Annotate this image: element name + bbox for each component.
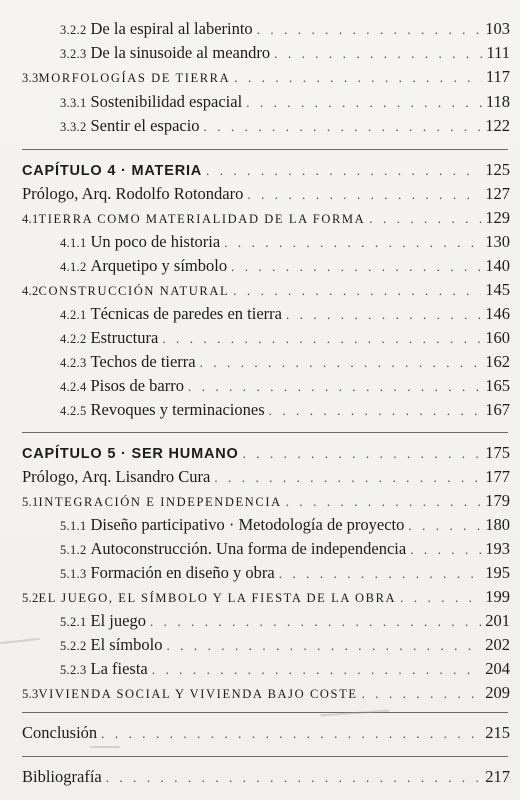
entry-number: 5.2 xyxy=(22,591,39,605)
leader-dots xyxy=(101,722,481,746)
leader-dots xyxy=(204,115,482,139)
entry-number: 5.1.1 xyxy=(60,519,87,533)
entry-number: 4.2.2 xyxy=(60,332,87,346)
entry-title: VIVIENDA SOCIAL Y VIVIENDA BAJO COSTE xyxy=(38,687,358,701)
paper-smudge xyxy=(0,638,40,644)
entry-page: 177 xyxy=(485,467,510,486)
entry-page: 165 xyxy=(485,376,510,395)
entry-number: 3.2.3 xyxy=(60,47,87,61)
toc-entry xyxy=(60,398,510,422)
entry-page: 179 xyxy=(485,491,510,510)
toc-section-entry xyxy=(22,681,510,705)
leader-dots xyxy=(206,159,481,183)
entry-title: Prólogo, Arq. Lisandro Cura xyxy=(22,467,211,486)
entry-page: 180 xyxy=(485,515,510,534)
entry-page: 103 xyxy=(485,19,510,38)
toc-entry xyxy=(60,230,510,254)
entry-title: De la sinusoide al meandro xyxy=(90,43,271,62)
entry-title: Revoques y terminaciones xyxy=(90,400,265,419)
entry-title: Conclusión xyxy=(22,723,98,742)
leader-dots xyxy=(233,279,481,303)
entry-number: 4.2 xyxy=(22,284,39,298)
chapter-heading xyxy=(22,441,510,465)
toc-entry xyxy=(60,302,510,326)
entry-page: 162 xyxy=(485,352,510,371)
entry-number: 5.3 xyxy=(22,687,39,701)
entry-title: El juego xyxy=(90,611,146,630)
leader-dots xyxy=(257,18,482,42)
entry-number: 5.1.2 xyxy=(60,543,87,557)
entry-page: 202 xyxy=(485,635,510,654)
toc-entry xyxy=(60,513,510,537)
section-divider xyxy=(22,712,508,713)
entry-title: Arquetipo y símbolo xyxy=(90,256,228,275)
entry-number: 4.1.1 xyxy=(60,236,87,250)
entry-page: 129 xyxy=(485,208,510,227)
entry-number: 3.3.1 xyxy=(60,96,87,110)
leader-dots xyxy=(150,610,481,634)
leader-dots xyxy=(286,490,482,514)
entry-title: Techos de tierra xyxy=(90,352,196,371)
entry-title: Estructura xyxy=(90,328,159,347)
entry-title: Sostenibilidad espacial xyxy=(90,92,243,111)
leader-dots xyxy=(224,231,481,255)
entry-title: Pisos de barro xyxy=(90,376,184,395)
toc-entry xyxy=(22,465,510,489)
entry-page: 167 xyxy=(485,400,510,419)
toc-entry xyxy=(60,609,510,633)
toc-entry xyxy=(60,41,510,65)
leader-dots xyxy=(231,255,481,279)
toc-entry xyxy=(22,182,510,206)
entry-title: MORFOLOGÍAS DE TIERRA xyxy=(38,71,231,85)
entry-number: 4.1.2 xyxy=(60,260,87,274)
toc-entry xyxy=(60,657,510,681)
leader-dots xyxy=(200,351,482,375)
entry-page: 195 xyxy=(485,563,510,582)
leader-dots xyxy=(166,634,481,658)
entry-title: Bibliografía xyxy=(22,767,102,786)
leader-dots xyxy=(234,66,482,90)
entry-title: La fiesta xyxy=(90,659,148,678)
entry-page: 125 xyxy=(485,160,510,179)
entry-number: 4.2.4 xyxy=(60,380,87,394)
entry-page: 118 xyxy=(485,92,510,111)
toc-entry xyxy=(60,374,510,398)
toc-section-entry xyxy=(22,489,510,513)
toc-entry xyxy=(60,633,510,657)
entry-title: Sentir el espacio xyxy=(90,116,200,135)
leader-dots xyxy=(274,42,482,66)
entry-number: 3.3.2 xyxy=(60,120,87,134)
entry-number: 4.2.3 xyxy=(60,356,87,370)
entry-page: 160 xyxy=(485,328,510,347)
leader-dots xyxy=(369,207,481,231)
leader-dots xyxy=(106,766,482,790)
leader-dots xyxy=(362,682,482,706)
entry-title: Prólogo, Arq. Rodolfo Rotondaro xyxy=(22,184,244,203)
entry-page: 215 xyxy=(485,723,510,742)
entry-title: Técnicas de paredes en tierra xyxy=(90,304,282,323)
entry-number: 4.1 xyxy=(22,212,39,226)
entry-title: Diseño participativo · Metodología de proyecto xyxy=(90,515,405,534)
chapter-heading xyxy=(22,158,510,182)
entry-title: CONSTRUCCIÓN NATURAL xyxy=(38,284,230,298)
entry-page: 111 xyxy=(486,43,510,62)
leader-dots xyxy=(188,375,481,399)
entry-page: 130 xyxy=(485,232,510,251)
toc-section-entry xyxy=(22,206,510,230)
toc-entry xyxy=(60,350,510,374)
chapter-title: CAPÍTULO 5 · SER HUMANO xyxy=(22,446,239,462)
leader-dots xyxy=(279,562,482,586)
section-divider xyxy=(22,756,508,757)
toc-entry xyxy=(60,326,510,350)
chapter-title: CAPÍTULO 4 · MATERIA xyxy=(22,163,203,179)
leader-dots xyxy=(152,658,481,682)
entry-page: 209 xyxy=(485,683,510,702)
entry-page: 175 xyxy=(485,443,510,462)
leader-dots xyxy=(162,327,481,351)
section-divider xyxy=(22,432,508,433)
entry-number: 4.2.5 xyxy=(60,404,87,418)
paper-smudge xyxy=(90,746,120,748)
entry-title: EL JUEGO, EL SÍMBOLO Y LA FIESTA DE LA OBRA xyxy=(38,591,397,605)
entry-page: 146 xyxy=(485,304,510,323)
toc-section-entry xyxy=(22,278,510,302)
toc-section-entry xyxy=(22,65,510,89)
leader-dots xyxy=(247,183,481,207)
entry-page: 201 xyxy=(485,611,510,630)
entry-page: 127 xyxy=(485,184,510,203)
entry-title: TIERRA COMO MATERIALIDAD DE LA FORMA xyxy=(38,212,366,226)
entry-page: 117 xyxy=(485,67,510,86)
toc-entry xyxy=(60,537,510,561)
leader-dots xyxy=(269,399,482,423)
entry-title: Un poco de historia xyxy=(90,232,221,251)
entry-number: 4.2.1 xyxy=(60,308,87,322)
leader-dots xyxy=(246,91,482,115)
entry-page: 199 xyxy=(485,587,510,606)
leader-dots xyxy=(410,538,481,562)
toc-entry xyxy=(60,90,510,114)
toc-entry xyxy=(60,114,510,138)
toc-entry xyxy=(60,561,510,585)
leader-dots xyxy=(243,442,482,466)
entry-page: 145 xyxy=(485,280,510,299)
entry-title: De la espiral al laberinto xyxy=(90,19,253,38)
entry-page: 204 xyxy=(485,659,510,678)
entry-page: 217 xyxy=(485,767,510,786)
section-divider xyxy=(22,149,508,150)
entry-title: El símbolo xyxy=(90,635,163,654)
leader-dots xyxy=(400,586,481,610)
toc-entry xyxy=(22,721,510,745)
toc-entry xyxy=(60,17,510,41)
entry-number: 5.2.3 xyxy=(60,663,87,677)
toc-section-entry xyxy=(22,585,510,609)
entry-number: 3.2.2 xyxy=(60,23,87,37)
entry-number: 5.2.2 xyxy=(60,639,87,653)
entry-page: 122 xyxy=(485,116,510,135)
entry-number: 5.1.3 xyxy=(60,567,87,581)
entry-title: Autoconstrucción. Una forma de independencia xyxy=(90,539,407,558)
leader-dots xyxy=(286,303,481,327)
toc-entry xyxy=(22,765,510,789)
entry-title: Formación en diseño y obra xyxy=(90,563,275,582)
entry-page: 193 xyxy=(485,539,510,558)
entry-number: 5.1 xyxy=(22,495,39,509)
entry-number: 3.3 xyxy=(22,71,39,85)
entry-number: 5.2.1 xyxy=(60,615,87,629)
entry-title: INTEGRACIÓN E INDEPENDENCIA xyxy=(38,495,282,509)
leader-dots xyxy=(214,466,481,490)
paper-smudge xyxy=(320,710,390,717)
leader-dots xyxy=(408,514,481,538)
toc-entry xyxy=(60,254,510,278)
entry-page: 140 xyxy=(485,256,510,275)
